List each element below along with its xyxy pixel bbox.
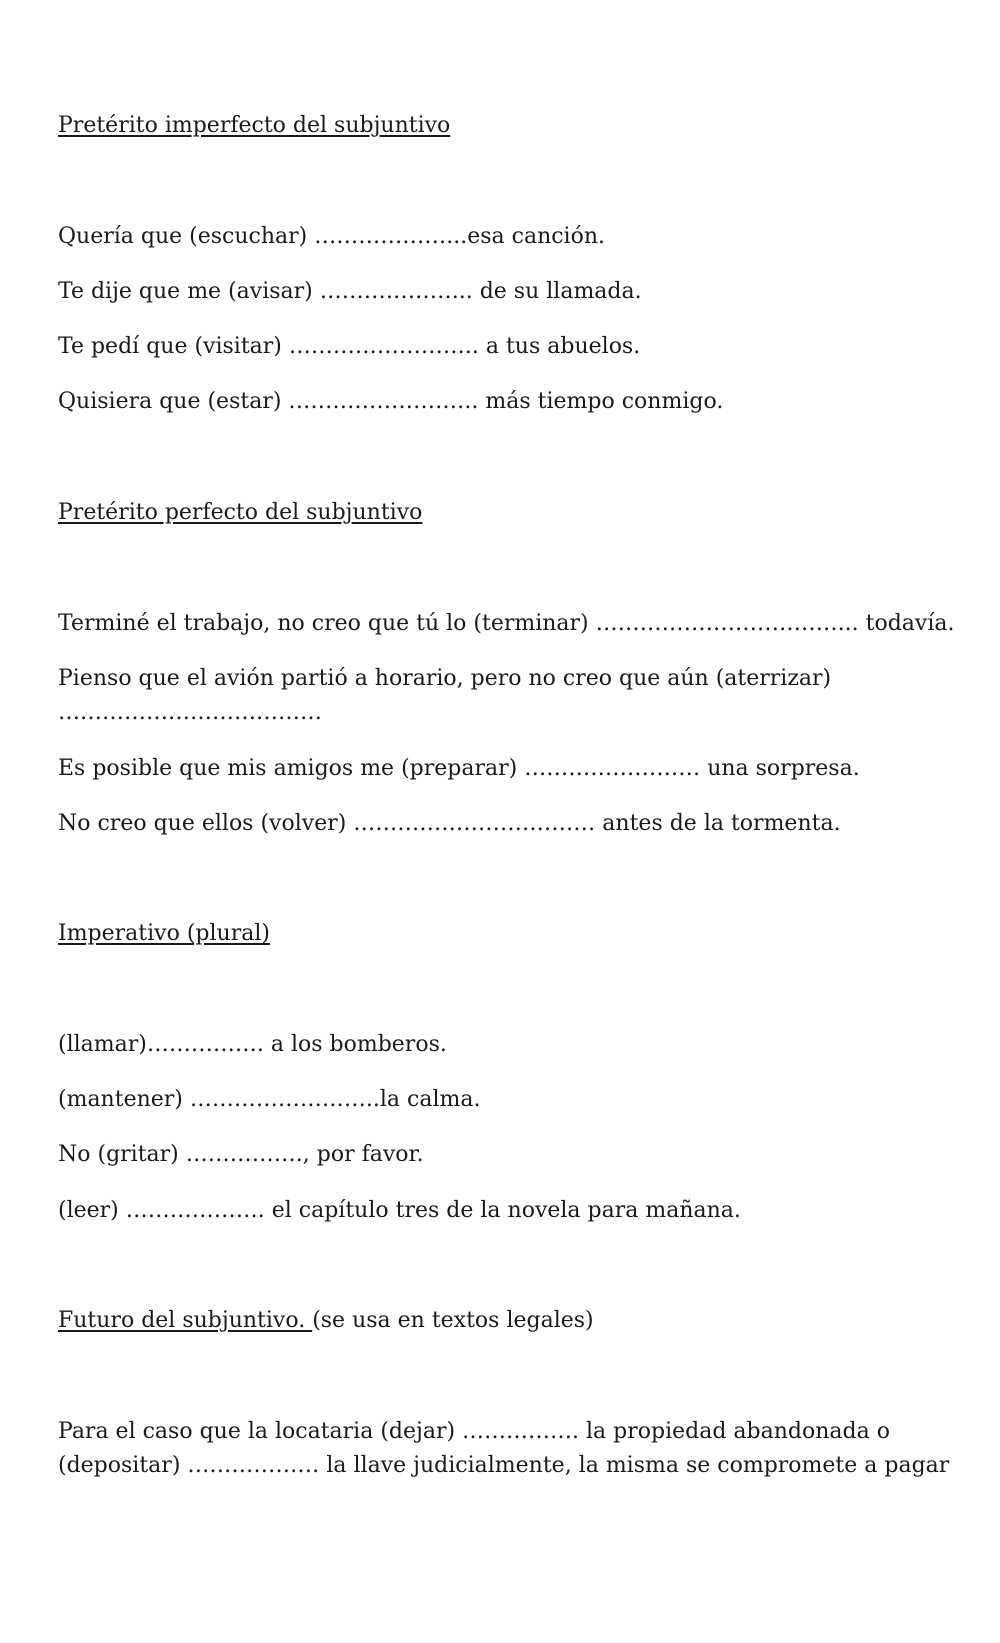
exercise-line: Quería que (escuchar) ………………...esa canción. bbox=[58, 224, 606, 249]
section-heading-futuro-note: (se usa en textos legales) bbox=[312, 1308, 594, 1333]
exercise-line: (llamar)……………. a los bomberos. bbox=[58, 1032, 447, 1057]
exercise-line: Para el caso que la locataria (dejar) ……………. la propiedad abandonada o bbox=[58, 1419, 890, 1444]
section-heading-imperativo: Imperativo (plural) bbox=[58, 921, 270, 946]
exercise-line: Terminé el trabajo, no creo que tú lo (terminar) ……………………………... todavía. bbox=[58, 611, 955, 636]
exercise-line: Es posible que mis amigos me (preparar) …………………… una sorpresa. bbox=[58, 756, 860, 781]
section-heading-futuro-title: Futuro del subjuntivo. bbox=[58, 1308, 313, 1333]
exercise-line-continuation: ……………………………… bbox=[58, 700, 322, 725]
section-heading-perfecto: Pretérito perfecto del subjuntivo bbox=[58, 500, 423, 525]
exercise-line: Quisiera que (estar) …………………….. más tiempo conmigo. bbox=[58, 389, 724, 414]
exercise-line: No (gritar) ……………., por favor. bbox=[58, 1142, 424, 1167]
exercise-line: No creo que ellos (volver) …………………………… antes de la tormenta. bbox=[58, 811, 841, 836]
exercise-line: Te dije que me (avisar) ………………... de su llamada. bbox=[58, 279, 642, 304]
exercise-line: (depositar) ……………… la llave judicialmente, la misma se compromete a pagar bbox=[58, 1453, 950, 1478]
exercise-line: (leer) ………………. el capítulo tres de la novela para mañana. bbox=[58, 1198, 741, 1223]
exercise-line: (mantener) ……………………..la calma. bbox=[58, 1087, 481, 1112]
exercise-line: Pienso que el avión partió a horario, pero no creo que aún (aterrizar) bbox=[58, 666, 832, 691]
section-heading-imperfecto: Pretérito imperfecto del subjuntivo bbox=[58, 113, 451, 138]
section-heading-futuro bbox=[58, 1306, 960, 1336]
exercise-line: Te pedí que (visitar) …………………….. a tus abuelos. bbox=[58, 334, 641, 359]
